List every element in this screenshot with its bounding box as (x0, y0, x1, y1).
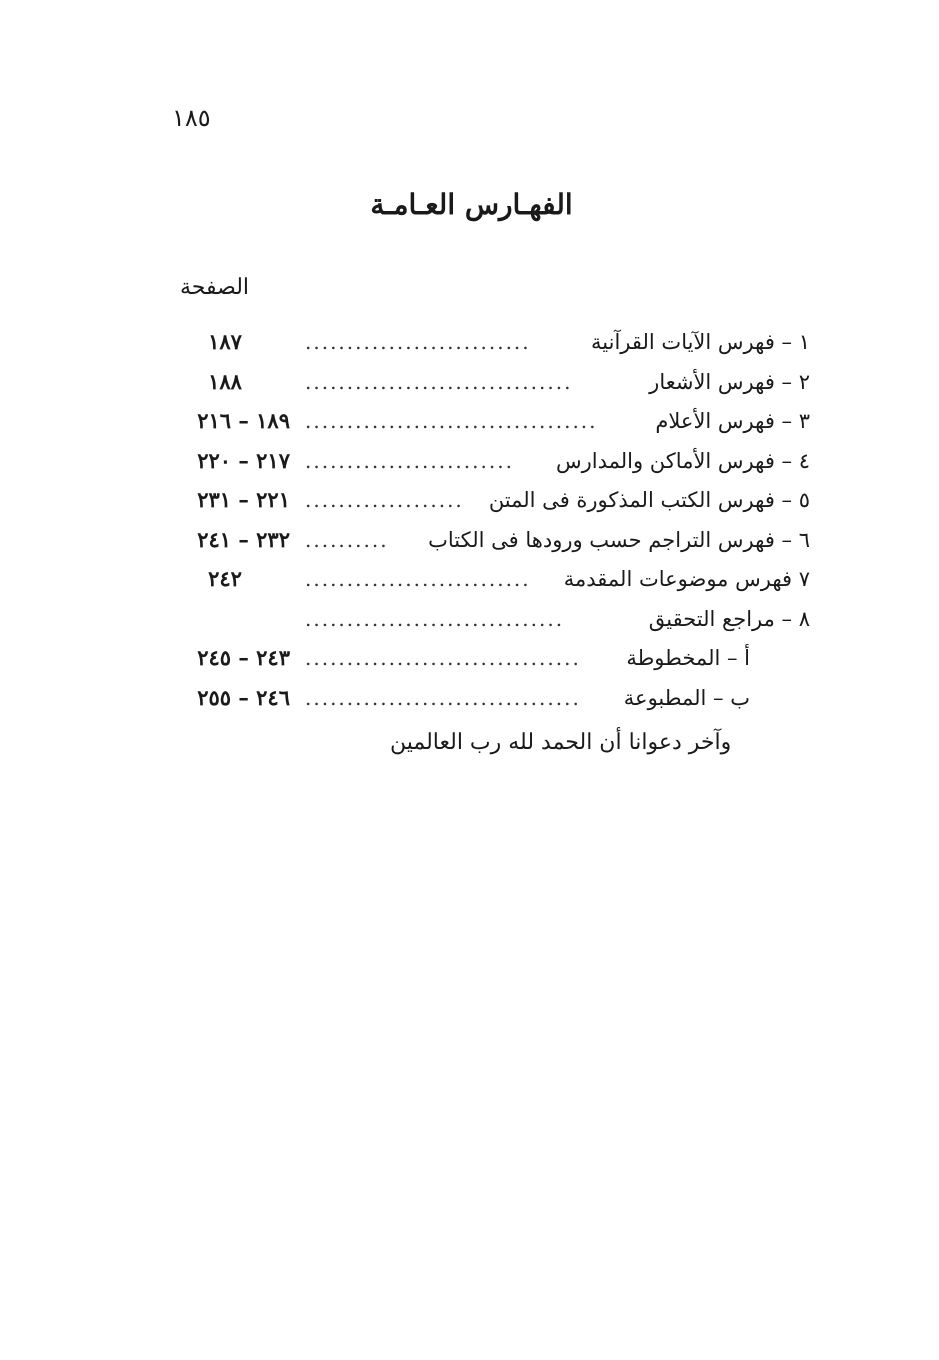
toc-entry-pages: ٢١٧ – ٢٢٠ (197, 447, 290, 473)
toc-dot-leader: ................................ (305, 369, 573, 394)
toc-entry-pages: ٢٤٦ – ٢٥٥ (197, 684, 290, 710)
toc-dot-leader: ........................... (305, 567, 531, 591)
toc-entry-pages: ١٨٩ – ٢١٦ (197, 408, 290, 433)
closing-text: وآخر دعوانا أن الحمد لله رب العالمين (390, 730, 732, 755)
toc-entry-pages: ٢٤٣ – ٢٤٥ (197, 645, 290, 670)
table-of-contents (150, 324, 810, 719)
toc-entry (150, 640, 810, 680)
toc-entry (150, 561, 810, 601)
toc-entry (150, 403, 810, 443)
toc-entry (150, 522, 810, 562)
toc-entry-label: ٧ فهرس موضوعات المقدمة (563, 567, 810, 591)
toc-dot-leader: ............................... (305, 606, 565, 631)
toc-entry-label: ب – المطبوعة (623, 685, 750, 710)
toc-entry (150, 601, 810, 641)
toc-entry-label: ٥ – فهرس الكتب المذكورة فى المتن (488, 488, 810, 512)
toc-entry-label: ٣ – فهرس الأعلام (655, 409, 810, 433)
toc-entry (150, 482, 810, 522)
toc-entry-label: أ – المخطوطة (626, 646, 750, 670)
toc-dot-leader: ................................... (305, 409, 598, 433)
toc-entry-label: ٨ – مراجع التحقيق (648, 606, 810, 631)
toc-entry (150, 364, 810, 404)
toc-dot-leader: ................... (305, 488, 464, 512)
toc-entry-pages: ٢٢١ – ٢٣١ (197, 487, 290, 512)
toc-dot-leader: .......... (305, 527, 389, 552)
page-number: ١٨٥ (172, 104, 211, 132)
toc-dot-leader: ......................... (305, 448, 514, 473)
toc-entry-pages: ٢٤٢ (208, 566, 242, 591)
toc-entry-pages: ١٨٧ (208, 329, 242, 354)
toc-entry-label: ٦ – فهرس التراجم حسب ورودها فى الكتاب (428, 527, 810, 552)
toc-entry (150, 443, 810, 483)
toc-entry-pages: ١٨٨ (208, 368, 242, 394)
page-title: الفهـارس العـامـة (370, 188, 573, 221)
page-column-header: الصفحة (180, 275, 250, 300)
toc-entry-label: ٢ – فهرس الأشعار (649, 369, 810, 394)
toc-entry-pages: ٢٣٢ – ٢٤١ (197, 526, 290, 552)
toc-entry-label: ٤ – فهرس الأماكن والمدارس (555, 448, 810, 473)
toc-dot-leader: ........................... (305, 330, 531, 354)
toc-entry (150, 680, 810, 720)
toc-entry (150, 324, 810, 364)
toc-entry-label: ١ – فهرس الآيات القرآنية (591, 330, 810, 354)
toc-dot-leader: ................................. (305, 685, 581, 710)
toc-dot-leader: ................................. (305, 646, 581, 670)
